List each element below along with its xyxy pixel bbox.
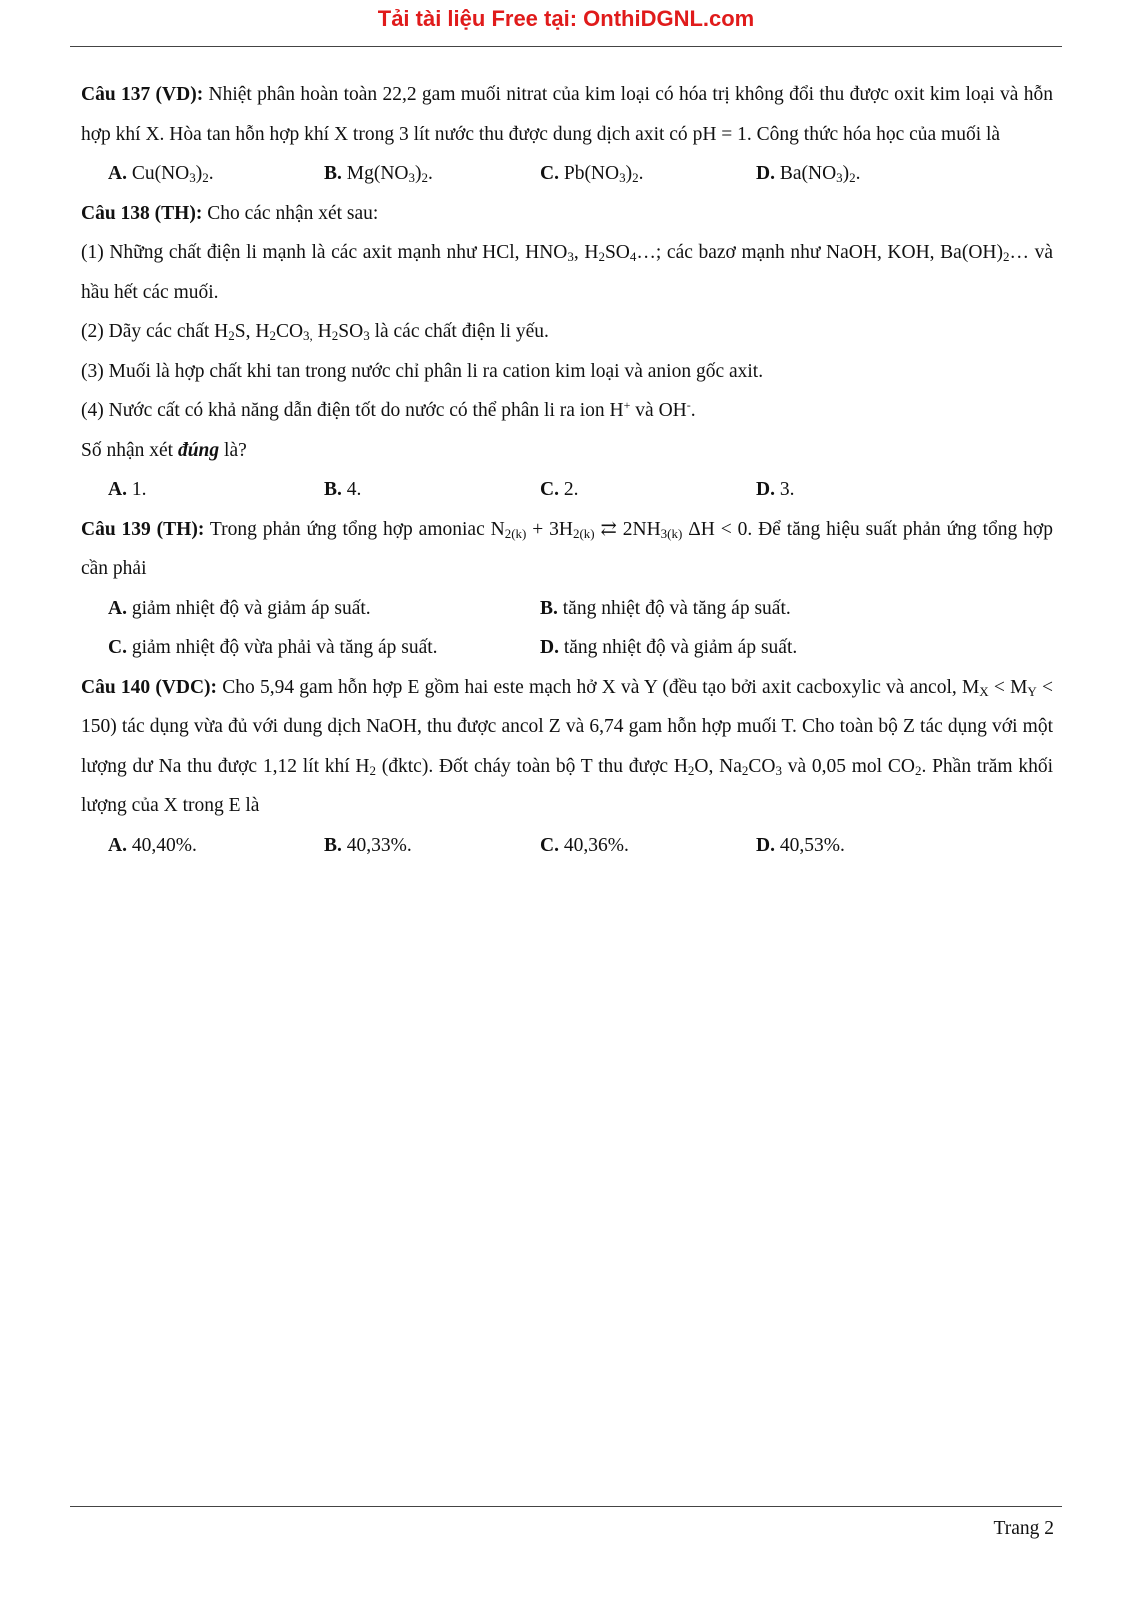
superscript: -: [686, 398, 691, 412]
option-letter: D.: [756, 834, 775, 856]
option-text: ): [842, 163, 850, 184]
subscript: 3: [619, 170, 626, 185]
statement-text: SO: [338, 321, 364, 342]
option-text: .: [855, 163, 861, 184]
question-140: [81, 668, 1053, 826]
option-text: 40,33%.: [341, 834, 412, 856]
question-138: [81, 194, 1053, 234]
statement-text: là các chất điện li yếu.: [369, 321, 549, 342]
option-b: [324, 154, 540, 194]
option-letter: D.: [756, 163, 775, 184]
subscript: 2(k): [504, 525, 527, 541]
statement-text: SO: [604, 242, 630, 263]
option-letter: B.: [540, 597, 558, 619]
question-text: Trong phản ứng tổng hợp amoniac N: [204, 518, 505, 540]
subscript: 2: [331, 328, 339, 343]
option-letter: C.: [540, 163, 559, 184]
question-text: Cho các nhận xét sau:: [202, 202, 379, 224]
question-label: Câu 139 (TH):: [81, 518, 205, 540]
subscript: 2(k): [572, 525, 595, 541]
ask-text: Số nhận xét: [81, 439, 178, 461]
statement-text: … và hầu hết các muối.: [81, 242, 1053, 303]
question-text: O, Na: [694, 755, 742, 777]
subscript: 3(k): [660, 525, 683, 541]
option-letter: B.: [324, 479, 342, 500]
question-text: ⇄ 2NH: [594, 518, 661, 540]
question-label: Câu 140 (VDC):: [81, 676, 218, 698]
statement-2: [81, 312, 1053, 352]
option-text: tăng nhiệt độ và tăng áp suất.: [557, 597, 791, 619]
ask-emphasis: đúng: [177, 439, 220, 461]
option-text: Mg(NO: [341, 163, 409, 184]
option-text: 40,36%.: [558, 834, 629, 856]
subscript: 2: [421, 170, 429, 185]
option-letter: B.: [324, 834, 342, 856]
subscript: 2: [687, 762, 695, 778]
option-c: [540, 154, 756, 194]
option-c: [540, 470, 756, 510]
question-text: và 0,05 mol CO: [781, 755, 915, 777]
option-letter: D.: [540, 637, 559, 658]
option-letter: A.: [108, 597, 127, 619]
option-letter: C.: [540, 834, 559, 856]
statement-text: H: [312, 321, 332, 342]
subscript: 3: [189, 170, 196, 185]
question-text: < 150) tác dụng vừa đủ với dung dịch NaOH, thu được ancol Z và 6,74 gam hỗn hợp muối T. Cho toàn bộ Z tác dụng với một lượng dư Na thu được 1,12 lít khí H: [81, 676, 1054, 777]
option-a: [108, 589, 540, 629]
question-label: Câu 137 (VD):: [81, 84, 204, 105]
question-text: (đktc). Đốt cháy toàn bộ T thu được H: [376, 755, 688, 777]
option-text: ): [415, 163, 422, 184]
subscript: 2: [369, 762, 377, 778]
subscript: Y: [1027, 683, 1037, 699]
subscript: 2: [914, 762, 922, 778]
statement-text: (1) Những chất điện li mạnh là các axit mạnh như HCl, HNO: [81, 242, 568, 263]
subscript: 2: [1002, 249, 1010, 264]
subscript: 2: [849, 170, 856, 185]
option-a: [108, 470, 324, 510]
statement-text: , H: [573, 242, 599, 263]
option-d: [540, 628, 972, 668]
option-text: Ba(NO: [774, 163, 837, 184]
question-text-ph: pH = 1. Công thức hóa học của muối là: [692, 123, 1001, 145]
answer-options-140: [108, 826, 1053, 866]
statement-text: S, H: [234, 321, 270, 342]
statement-1: [81, 233, 1053, 312]
question-137: [81, 75, 1053, 154]
ask-text: là?: [219, 439, 247, 461]
option-b: [324, 470, 540, 510]
question-text: Nhiệt phân hoàn toàn 22,2 gam muối nitrat của kim loại có hóa trị không đổi thu được oxit kim loại và hỗn hợp khí X. Hòa tan hỗn hợp khí X trong 3 lít nước thu được dung dịch axit có: [81, 84, 1053, 145]
option-letter: A.: [108, 479, 127, 500]
option-text: Cu(NO: [126, 163, 190, 184]
option-c: [108, 628, 540, 668]
statement-text: …; các bazơ mạnh như NaOH, KOH, Ba(OH): [636, 242, 1003, 263]
statement-text: và OH: [630, 400, 687, 421]
statement-text: CO: [275, 321, 304, 342]
option-d: [756, 826, 972, 866]
option-a: [108, 826, 324, 866]
subscript: 4: [629, 249, 637, 264]
subscript: 3: [836, 170, 843, 185]
option-text: 2.: [558, 479, 579, 500]
subscript: 2: [632, 170, 639, 185]
option-text: 4.: [341, 479, 362, 500]
option-letter: D.: [756, 479, 775, 500]
site-banner[interactable]: Tải tài liệu Free tại: OnthiDGNL.com: [377, 6, 755, 31]
answer-options-138: [108, 470, 1053, 510]
option-letter: C.: [108, 637, 127, 658]
answer-options-137: [108, 154, 1053, 194]
option-text: .: [428, 163, 433, 184]
option-text: Pb(NO: [558, 163, 620, 184]
subscript: 2: [202, 170, 209, 185]
answer-options-139-row1: [108, 589, 1053, 629]
question-text: Cho 5,94 gam hỗn hợp E gồm hai este mạch hở X và Y (đều tạo bởi axit cacboxylic và ancol, M: [217, 676, 980, 698]
page-number: Trang 2: [993, 1518, 1054, 1539]
option-a: [108, 154, 324, 194]
question-text: ΔH < 0. Để tăng hiệu suất phản ứng tổng hợp cần phải: [81, 518, 1053, 579]
answer-options-139-row2: [108, 628, 1053, 668]
statement-text: (4) Nước cất có khả năng dẫn điện tốt do nước có thể phân li ra ion H: [81, 400, 624, 421]
option-letter: C.: [540, 479, 559, 500]
question-text: CO: [748, 755, 776, 777]
option-text: 40,40%.: [126, 834, 197, 856]
option-b: [540, 589, 972, 629]
header-divider: [70, 46, 1062, 47]
option-letter: A.: [108, 834, 127, 856]
question-139: [81, 510, 1053, 589]
subscript: 2: [228, 328, 235, 343]
option-text: 40,53%.: [774, 834, 845, 856]
statement-text: (2) Dãy các chất H: [81, 321, 229, 342]
option-text: 1.: [126, 479, 147, 500]
option-text: giảm nhiệt độ vừa phải và tăng áp suất.: [126, 637, 438, 658]
subscript: 3,: [303, 328, 313, 343]
question-ask: [81, 431, 1053, 471]
subscript: 3: [408, 170, 416, 185]
subscript: 3: [567, 249, 574, 264]
subscript: X: [979, 683, 989, 699]
option-text: .: [638, 163, 644, 184]
statement-text: .: [690, 400, 696, 421]
superscript: +: [623, 398, 631, 412]
option-text: tăng nhiệt độ và giảm áp suất.: [558, 637, 798, 658]
subscript: 2: [741, 762, 749, 778]
option-letter: A.: [108, 163, 127, 184]
option-letter: B.: [324, 163, 342, 184]
subscript: 2: [269, 328, 276, 343]
option-text: ): [625, 163, 633, 184]
subscript: 2: [598, 249, 605, 264]
option-d: [756, 154, 972, 194]
footer-divider: [70, 1506, 1062, 1507]
option-text: 3.: [774, 479, 795, 500]
subscript: 3: [363, 328, 370, 343]
option-c: [540, 826, 756, 866]
question-label: Câu 138 (TH):: [81, 202, 203, 224]
subscript: 3: [775, 762, 782, 778]
question-text: . Phần trăm khối lượng của X trong E là: [81, 755, 1054, 816]
option-d: [756, 470, 972, 510]
question-text: < M: [988, 676, 1028, 698]
question-text: + 3H: [526, 518, 573, 540]
option-b: [324, 826, 540, 866]
option-text: giảm nhiệt độ và giảm áp suất.: [126, 597, 371, 619]
statement-4: [81, 391, 1053, 431]
statement-3: (3) Muối là hợp chất khi tan trong nước chỉ phân li ra cation kim loại và anion gốc axit.: [81, 360, 764, 382]
option-text: ): [195, 163, 203, 184]
option-text: .: [208, 163, 214, 184]
question-content: [81, 75, 1053, 865]
